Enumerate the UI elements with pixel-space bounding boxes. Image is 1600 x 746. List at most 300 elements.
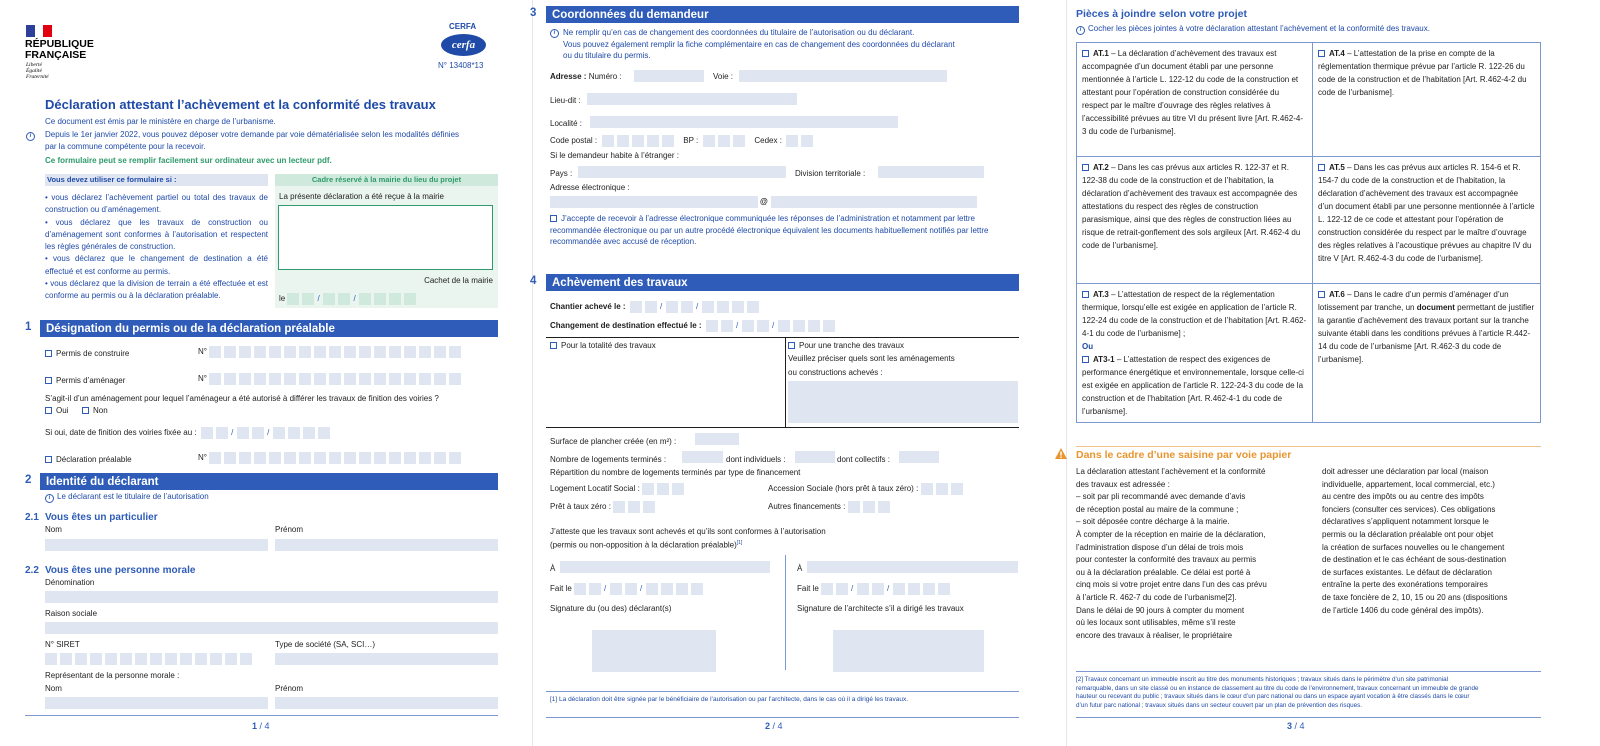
rf-line-1: RÉPUBLIQUE [25,38,94,50]
bp-box[interactable] [703,135,715,147]
use-item: • vous déclarez l’achèvement partiel ou total des travaux de construction ou d’aménagement. [45,193,268,215]
at3-key: AT.3 [1093,290,1109,299]
at6-text-b: document [1416,303,1455,312]
date-box[interactable] [732,301,744,313]
date-box[interactable] [872,583,884,595]
siret-box[interactable] [210,653,222,665]
text-line: la création de surfaces nouvelles ou le changement [1322,542,1505,552]
pieces-title: Pièces à joindre selon votre projet [1076,8,1247,20]
cedex-box[interactable] [801,135,813,147]
rule [1076,446,1541,447]
motto-2: Égalité [26,68,42,74]
signature-declarant-field[interactable] [592,630,716,672]
ptz-box[interactable] [613,501,625,513]
date-box[interactable] [389,293,401,305]
collectifs-field[interactable] [899,451,939,463]
repr-prenom-label: Prénom [275,684,304,693]
piece-at2 [1076,156,1313,284]
text-line: cinq mois si votre projet entre dans l’un des cas prévu [1076,580,1267,590]
checkbox-at2[interactable] [1082,164,1089,171]
rule [1076,671,1541,672]
piece-at3 [1076,283,1313,423]
date-box[interactable] [273,427,285,439]
lls-box[interactable] [642,483,654,495]
permit-number-box[interactable] [344,373,356,385]
prenom-field[interactable] [275,539,498,551]
date-box[interactable] [893,583,905,595]
text-line: de destination et le cas échéant de sous-destination [1322,555,1507,565]
text-line: hauteur ou recevant du public ; travaux situés dans le cœur d’un parc national ou dans un espace ayant vocation à être classés dans le cœur [1076,693,1470,701]
siret-box[interactable] [150,653,162,665]
permit-number-box[interactable] [359,346,371,358]
raison-sociale-field[interactable] [45,622,498,634]
siret-box[interactable] [105,653,117,665]
text-line: ou à la déclaration préalable. Ce délai est porté à [1076,567,1251,577]
text-line: permis ou la déclaration préalable ont pour objet [1322,529,1494,539]
siret-box[interactable] [180,653,192,665]
bp-label: BP : [683,136,699,146]
at4-key: AT.4 [1329,49,1345,58]
papier-title: Dans le cadre d’une saisine par voie papier [1076,449,1292,461]
date-box[interactable] [808,320,820,332]
date-box[interactable] [706,320,718,332]
dp-label: Déclaration préalable [56,455,132,464]
use-item: • vous déclarez que la division de terrain a été effectuée et est conforme au permis ou à la déclaration préalable. [45,279,268,301]
lieu-signature-1-field[interactable] [560,561,770,573]
nb-logements-field[interactable] [682,451,723,463]
raison-sociale-label: Raison sociale [45,609,98,618]
permit-number-box[interactable] [434,346,446,358]
at1-key: AT.1 [1093,49,1109,58]
permit-number-box[interactable] [359,373,371,385]
fait-le-label-2: Fait le [797,584,819,594]
text-line: encore des travaux à réaliser, le propriétaire [1076,630,1233,640]
acc-box[interactable] [951,483,963,495]
text-line: des travaux est adressée : [1076,479,1170,489]
permit-number-box[interactable] [254,346,266,358]
rule [546,691,1019,692]
siret-box[interactable] [90,653,102,665]
permit-number-box[interactable] [449,452,461,464]
date-box[interactable] [288,427,300,439]
at-sign: @ [760,197,768,206]
repr-nom-field[interactable] [45,697,268,709]
permit-number-box[interactable] [449,346,461,358]
checkbox-permis-amenager[interactable] [45,377,52,384]
text-line: – soit par pli recommandé avec demande d’avis [1076,492,1246,502]
accept-text: J’accepte de recevoir à l’adresse électronique communiquée les réponses de l’administration et notamment par lettre recommandée électronique ou par un autre procédé électronique équivalent les documents habituellement notifiés par lettre recommandée avec accusé de réception. [550,214,989,246]
permit-number-box[interactable] [224,373,236,385]
date-box[interactable] [923,583,935,595]
no-label: N° [198,453,207,463]
fait-le-label-1: Fait le [550,584,572,594]
individuels-field[interactable] [795,451,835,463]
permit-number-box[interactable] [269,373,281,385]
bp-box[interactable] [733,135,745,147]
at4-text: – L’attestation de la prise en compte de la réglementation thermique prévue par l’article R. 122-26 du code de la construction et de l’habitation [Art. R.462-4-2 du code de l’urbanisme]. [1318,49,1527,97]
checkbox-at3[interactable] [1082,291,1089,298]
bp-box[interactable] [718,135,730,147]
date-box[interactable] [374,293,386,305]
warning-icon [1055,448,1067,463]
tranche-details-field[interactable] [788,381,1018,423]
type-societe-field[interactable] [275,653,498,665]
permit-number-box[interactable] [314,452,326,464]
permit-number-box[interactable] [254,373,266,385]
permit-number-box[interactable] [389,452,401,464]
text-line: où les locaux sont utilisables, même s’il reste [1076,618,1236,628]
autres-box[interactable] [863,501,875,513]
checkbox-declaration-prealable[interactable] [45,456,52,463]
checkbox-at5[interactable] [1318,164,1325,171]
s3-info-1: Ne remplir qu’en cas de changement des coordonnées du titulaire de l’autorisation ou du déclarant. [563,28,915,37]
permit-number-box[interactable] [239,346,251,358]
permit-number-box[interactable] [449,373,461,385]
checkbox-at4[interactable] [1318,50,1325,57]
text-line: de l’article 1406 du code général des impôts). [1322,605,1484,615]
checkbox-permis-construire[interactable] [45,350,52,357]
permit-number-box[interactable] [434,373,446,385]
autres-label: Autres financements : [768,502,846,512]
checkbox-accept-email[interactable] [550,215,557,222]
permit-number-box[interactable] [419,373,431,385]
section-2-number: 2 [25,474,32,486]
text-line: l’administration dispose d’un délai de trois mois [1076,542,1244,552]
si-oui-label: Si oui, date de finition des voiries fixée au : [45,428,197,438]
le-label: le [279,294,286,304]
at2-key: AT.2 [1093,163,1109,172]
at5-text: – Dans les cas prévus aux articles R. 154-6 et R. 154-7 du code de la construction et de l’habitation, la déclaration d’achèvement des travaux est accompagnée d’un document établi par une personne mentionnée à l’article L. 122-12 de ce code et attestant pour l’opération de construction considérée du respect par le maître d’ouvrage des règles relatives à l’acoustique prévues au chapitre IV du titre V [Art. R.462-4-3 du code de l’urbanisme]. [1318,163,1535,263]
text-line: La déclaration attestant l’achèvement et la conformité [1076,467,1266,476]
siret-box[interactable] [225,653,237,665]
permit-number-box[interactable] [284,452,296,464]
lls-box[interactable] [672,483,684,495]
lieudit-field[interactable] [587,93,797,105]
email-local-field[interactable] [550,196,758,208]
permit-number-box[interactable] [239,373,251,385]
chantier-label: Chantier achevé le : [550,302,626,312]
acc-box[interactable] [921,483,933,495]
localite-field[interactable] [590,116,898,128]
use-form-header [45,174,268,186]
date-box[interactable] [404,293,416,305]
checkbox-at1[interactable] [1082,50,1089,57]
denomination-field[interactable] [45,591,498,603]
page-total: / 4 [259,720,270,731]
changement-label: Changement de destination effectué le : [550,321,702,331]
lls-box[interactable] [657,483,669,495]
checkbox-at3-1[interactable] [1082,356,1089,363]
repr-prenom-field[interactable] [275,697,498,709]
email-domain-field[interactable] [771,196,977,208]
section-2-header: Identité du déclarant [40,473,498,490]
section-2-1-number: 2.1 [25,512,39,523]
date-box[interactable] [793,320,805,332]
permit-number-box[interactable] [299,346,311,358]
date-box[interactable] [778,320,790,332]
permit-number-box[interactable] [404,452,416,464]
ptz-box[interactable] [643,501,655,513]
date-box[interactable] [742,320,754,332]
checkbox-oui[interactable] [45,407,52,414]
siret-box[interactable] [165,653,177,665]
permit-number-box[interactable] [239,452,251,464]
pays-field[interactable] [578,166,786,178]
permit-number-box[interactable] [299,452,311,464]
atteste-text: J’atteste que les travaux sont achevés et qu’ils sont conformes à l’autorisation [550,527,826,536]
date-box[interactable] [666,301,678,313]
s3-info-2: Vous pouvez également remplir la fiche complémentaire en cas de changement des coordonnées du déclarant [563,39,955,49]
signature-architecte-field[interactable] [833,630,984,672]
cp-box[interactable] [617,135,629,147]
autres-box[interactable] [848,501,860,513]
intro-1: Ce document est émis par le ministère en charge de l’urbanisme. [45,117,276,126]
permit-number-box[interactable] [344,346,356,358]
permit-number-box[interactable] [389,373,401,385]
text-line: remarquable, dans un site classé ou en instance de classement au titre du code de l’environnement, travaux concernant un immeuble de grande [1076,684,1479,692]
date-box[interactable] [287,293,299,305]
intro-pdf: Ce formulaire peut se remplir facilement sur ordinateur avec un lecteur pdf. [45,156,332,165]
text-line: au centre des impôts ou au centre des impôts [1322,492,1484,502]
permit-number-box[interactable] [389,346,401,358]
permit-number-box[interactable] [434,452,446,464]
lieu-signature-2-field[interactable] [807,561,1018,573]
cachet-label: Cachet de la mairie [424,276,493,285]
info-icon: i [550,29,559,38]
permit-number-box[interactable] [224,452,236,464]
warning-triangle [1055,448,1067,459]
totalite-label: Pour la totalité des travaux [561,341,656,350]
date-box[interactable] [338,293,350,305]
siret-box[interactable] [120,653,132,665]
autres-box[interactable] [878,501,890,513]
permit-number-box[interactable] [419,346,431,358]
text-line: pour contester la conformité des travaux au permis [1076,555,1257,565]
section-2-2-title: Vous êtes une personne morale [45,565,196,576]
date-box[interactable] [359,293,371,305]
rule [785,555,786,670]
at1-text: – La déclaration d’achèvement des travaux est accompagnée d’un document établi par une personne mentionnée à l’article L. 122-12 du code de la construction et attestant pour l’opération de construction considérée du respect par le maître d’ouvrage des règles relatives à l’accessibilité prévues au titre VI du présent livre [Art. R.462-4-3 du code de l’urbanisme]. [1082,49,1303,136]
permit-number-box[interactable] [254,452,266,464]
siret-box[interactable] [45,653,57,665]
section-2-info: Le déclarant est le titulaire de l’autorisation [57,492,209,501]
date-box[interactable] [681,301,693,313]
info-icon: i [26,132,35,141]
permit-number-box[interactable] [374,373,386,385]
date-box[interactable] [702,301,714,313]
division-label: Division territoriale : [795,169,866,178]
siret-label: N° SIRET [45,640,80,649]
cerfa-label: CERFA [449,22,477,31]
mairie-box: Cadre réservé à la mairie du lieu du projet La présente déclaration a été reçue à la mairie Cachet de la mairie le / / [275,174,498,308]
a-label-2: À [797,564,803,573]
page-footer-line [546,717,1019,718]
cp-box[interactable] [662,135,674,147]
date-box[interactable] [610,583,622,595]
marianne-logo [26,25,52,37]
text-line: entraîne la perte des exonérations temporaires [1322,580,1488,590]
permit-number-box[interactable] [299,373,311,385]
siret-box[interactable] [135,653,147,665]
tranche-label: Pour une tranche des travaux [799,341,904,350]
mairie-received: La présente déclaration a été reçue à la mairie [279,192,444,201]
page-total: / 4 [772,720,783,731]
mairie-title: Cadre réservé à la mairie du lieu du projet [275,174,498,186]
cerfa-logo-text: cerfa [451,39,476,51]
at6-text-a: – Dans le cadre d’un permis d’aménager d’un lotissement par tranche, un [1318,290,1509,312]
acc-box[interactable] [936,483,948,495]
rule [546,427,1019,428]
checkbox-non[interactable] [82,407,89,414]
date-box[interactable] [676,583,688,595]
permit-number-box[interactable] [209,346,221,358]
siret-box[interactable] [195,653,207,665]
date-box[interactable] [625,583,637,595]
permit-number-box[interactable] [419,452,431,464]
piece-at4 [1312,42,1541,157]
section-1-header: Désignation du permis ou de la déclaration préalable [40,320,498,337]
at3-1-text: – L’attestation de respect des exigences de performance énergétique et environnementale, lorsque celle-ci est exigée en application de l’article R. 122-24-3 du code de la construction et de l’habitation [Art. R.462-4-1 du code de l’urbanisme]. [1082,355,1304,416]
date-box[interactable] [237,427,249,439]
section-3-number: 3 [530,7,537,19]
section-2-1-title: Vous êtes un particulier [45,512,158,523]
permit-number-box[interactable] [329,346,341,358]
permit-number-box[interactable] [224,346,236,358]
permit-number-box[interactable] [374,452,386,464]
pays-label: Pays : [550,169,573,178]
date-box[interactable] [757,320,769,332]
checkbox-at6[interactable] [1318,291,1325,298]
info-icon: i [45,494,54,503]
surface-field[interactable] [695,433,739,445]
mairie-stamp-area [278,205,493,270]
date-box[interactable] [302,293,314,305]
date-box[interactable] [303,427,315,439]
pa-label: Permis d’aménager [56,376,126,385]
date-box[interactable] [574,583,586,595]
permit-number-box[interactable] [314,373,326,385]
lls-label: Logement Locatif Social : [550,484,640,494]
date-box[interactable] [823,320,835,332]
date-box[interactable] [938,583,950,595]
date-box[interactable] [645,301,657,313]
permit-number-box[interactable] [284,346,296,358]
date-box[interactable] [908,583,920,595]
lieudit-label: Lieu-dit : [550,96,581,105]
date-box[interactable] [717,301,729,313]
text-line: fonciers (consulter ces services). Ces obligations [1322,504,1496,514]
form-page-2: 3 Coordonnées du demandeur i Ne remplir qu’en cas de changement des coordonnées du titulaire de l’autorisation ou du déclarant. Vous pouvez également remplir la fiche complémentaire en cas de changement des coordonnées du déclarant ou du titulaire du permis. Adresse : Numéro : Voie : Lieu-dit : Localité : Code postal : BP : Cedex : Si le demandeur habite à l’étranger : Pays : Division territoriale : Adresse électronique : @ J’accepte de recevoir à l’adresse électronique communiquée les réponses de l’administration et notamment par lettre recommandée électronique ou par un autre procédé électronique équivalent les documents habituellement notifiés par lettre recommandée avec accusé de réception. 4 Achèvement des travaux Chantier achevé le : / / Changement de destination effectué le : / / Pour la totalité des travaux Pour une tranche des travaux Veuillez préciser quels sont les aménagements ou constructions achevés : Surface de plancher créée (en m²) : Nombre de logements terminés : dont individuels : dont collectifs : Répartition du nombre de logements terminés par type de financement Logement Locatif Social : Accession Sociale (hors prêt à taux zéro) : Prêt à taux zéro : Autres financements : J’atteste que les travaux sont achevés et qu’ils sont conformes à l’autorisation (permis ou non-opposition à la déclaration préalable)[1] À À Fait le / / Fait le / / Signature du (ou des) déclarant(s) Signature de l’architecte s’il a dirigé les travaux [1] La déclaration doit être signée par le bénéficiaire de l’autorisation ou par l’architecte, dans le cas où il a dirigé les travaux. 2 / 4 [533,0,1066,746]
date-box[interactable] [646,583,658,595]
permit-number-box[interactable] [404,346,416,358]
date-box[interactable] [821,583,833,595]
at6-text-c: permettant de justifier la garantie d’achèvement des travaux portant sur la tranche suivante établi dans les conditions prévues à l’article R.442-14 du code de l’urbanisme [Art. R.462-3 du code de l’urbanisme]. [1318,303,1535,364]
checkbox-totalite[interactable] [550,342,557,349]
text-line: [2] Travaux concernant un immeuble inscrit au titre des monuments historiques ; travaux situés dans le périmètre d’un site patrimonial [1076,676,1449,683]
permit-number-box[interactable] [314,346,326,358]
date-box[interactable] [747,301,759,313]
piece-at5 [1312,156,1541,284]
date-box[interactable] [216,427,228,439]
date-box[interactable] [836,583,848,595]
cp-box[interactable] [602,135,614,147]
permit-number-box[interactable] [329,452,341,464]
nom-field[interactable] [45,539,268,551]
date-box[interactable] [323,293,335,305]
cedex-box[interactable] [786,135,798,147]
voie-field[interactable] [739,70,947,82]
representant-label: Représentant de la personne morale : [45,671,180,680]
page-footer-line [25,715,498,716]
division-field[interactable] [878,166,984,178]
permit-number-box[interactable] [284,373,296,385]
date-box[interactable] [201,427,213,439]
section-4-header: Achèvement des travaux [546,274,1019,291]
permit-number-box[interactable] [359,452,371,464]
date-box[interactable] [721,320,733,332]
at5-key: AT.5 [1329,163,1345,172]
date-box[interactable] [589,583,601,595]
use-form-title: Vous devez utiliser ce formulaire si : [47,175,177,184]
date-box[interactable] [691,583,703,595]
etranger-label: Si le demandeur habite à l’étranger : [550,151,679,160]
checkbox-tranche[interactable] [788,342,795,349]
numero-label: Numéro : [588,72,622,81]
permit-number-box[interactable] [269,452,281,464]
individuels-label: dont individuels : [726,455,786,464]
siret-box[interactable] [240,653,252,665]
page-number: 1 [252,720,258,731]
ou-label: Ou [1082,342,1094,351]
text-line: de surfaces existantes. Le défaut de déclaration [1322,567,1492,577]
permit-number-box[interactable] [209,452,221,464]
siret-box[interactable] [75,653,87,665]
date-box[interactable] [318,427,330,439]
ou-constructions-label: ou constructions achevés : [788,368,883,377]
piece-at1 [1076,42,1313,157]
no-label: N° [198,374,207,384]
numero-field[interactable] [634,70,704,82]
cp-box[interactable] [632,135,644,147]
cp-box[interactable] [647,135,659,147]
siret-box[interactable] [60,653,72,665]
at3-text: – L’attestation de respect de la réglementation thermique, lorsqu’elle est exigée en application de l’article R. 122-24 du code de la construction et de l’habitation [Art. R.462-4-1 du code de l’urbanisme] ; [1082,290,1307,338]
surface-label: Surface de plancher créée (en m²) : [550,437,677,446]
at2-text: – Dans les cas prévus aux articles R. 122-37 et R. 122-38 du code de la construction et de l’habitation, la déclaration d’achèvement des travaux est accompagnée des attestations du respect des règles de construction parasismique, ainsi que des règles de construction liées au risque de retrait-gonflement des sols argileux [Art. R.462-4 du code de l’urbanisme]. [1082,163,1301,250]
date-box[interactable] [252,427,264,439]
page-title: Déclaration attestant l’achèvement et la conformité des travaux [45,97,436,112]
voie-label: Voie : [713,72,734,81]
date-box[interactable] [630,301,642,313]
section-1-number: 1 [25,321,32,333]
date-box[interactable] [857,583,869,595]
cerfa-logo [441,34,486,56]
date-box[interactable] [661,583,673,595]
intro-2: Depuis le 1er janvier 2022, vous pouvez déposer votre demande par voie dématérialisée selon les modalités définies [45,130,460,139]
rf-line-2: FRANÇAISE [25,49,87,61]
permit-number-box[interactable] [374,346,386,358]
info-icon: i [1076,26,1085,35]
use-item: • vous déclarez que les travaux de construction ou d’aménagement sont conformes à l’autorisation et respectent les règles générales de construction. [45,217,268,252]
permit-number-box[interactable] [329,373,341,385]
ptz-box[interactable] [628,501,640,513]
text-line: d’un futur parc national ; travaux situés dans un secteur couvert par un plan de prévention des risques. [1076,701,1362,709]
pieces-info: Cocher les pièces jointes à votre déclaration attestant l’achèvement et la conformité des travaux. [1088,24,1430,33]
permit-number-box[interactable] [404,373,416,385]
permit-number-box[interactable] [269,346,281,358]
permit-number-box[interactable] [344,452,356,464]
permit-number-box[interactable] [209,373,221,385]
